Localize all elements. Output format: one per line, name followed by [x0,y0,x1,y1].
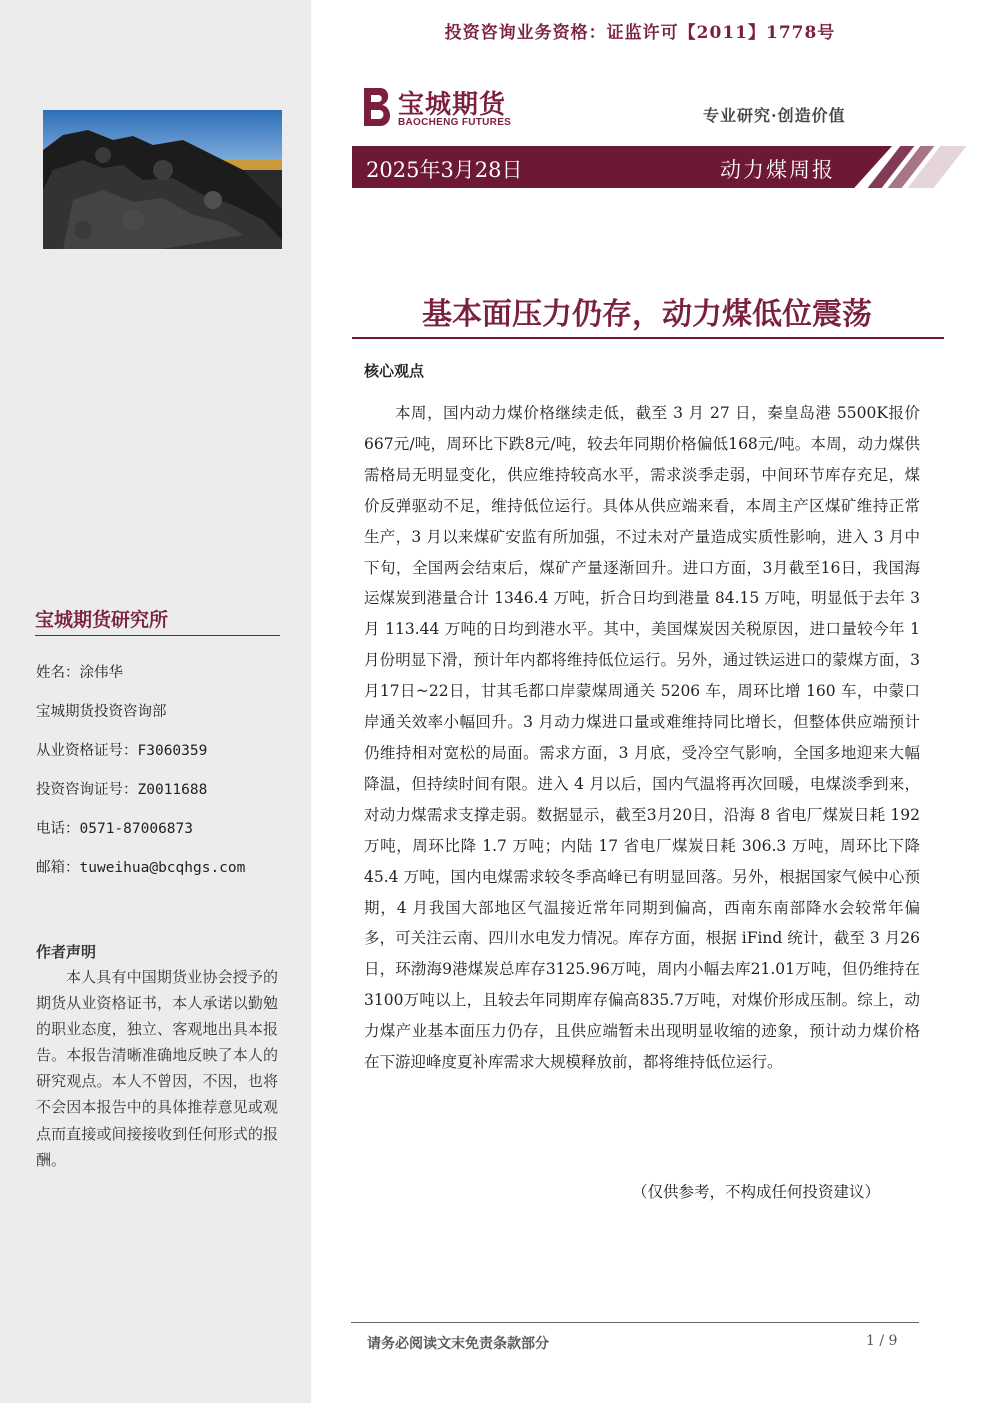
report-banner [352,146,942,188]
analyst-name: 姓名：涂伟华 [36,665,123,681]
logo-mark-icon [358,84,396,130]
statement-title: 作者声明 [36,943,97,961]
report-type: 动力煤周报 [720,158,835,182]
company-logo [358,84,528,132]
report-date: 2025年3月28日 [366,158,523,182]
institute-name: 宝城期货研究所 [35,609,169,631]
qualification-number: 从业资格证号：F3060359 [36,743,208,759]
coal-photo [43,110,282,249]
report-title: 基本面压力仍存，动力煤低位震荡 [422,297,872,332]
slogan: 专业研究·创造价值 [703,106,846,125]
logo-english-name: BAOCHENG FUTURES [398,117,512,128]
page-number: 1 / 9 [866,1333,898,1349]
footer-notice: 请务必阅读文末免责条款部分 [367,1336,549,1352]
advisory-number: 投资咨询证号：Z0011688 [36,782,208,798]
title-divider [352,337,944,339]
investment-note: （仅供参考，不构成任何投资建议） [632,1183,881,1201]
license-text: 投资咨询业务资格：证监许可【2011】1778号 [444,23,836,43]
logo-chinese-name: 宝城期货 [398,90,507,120]
body-paragraph: 本周，国内动力煤价格继续走低，截至 3 月 27 日，秦皇岛港 5500K报价667元/吨，周环比下跌8元/吨，较去年同期价格偏低168元/吨。本周，动力煤供需格局无明显变化，供应维持较高水平，需求淡季走弱，中间环节库存充足，煤价反弹驱动不足，维持低位运行。具体从供应端来看，本周主产区煤矿维持正常生产，3 月以来煤矿安监有所加强，不过未对产量造成实质性影响，进入 3 月中下旬，全国两会结束后，煤矿产量逐渐回升。进口方面，3月截至16日，我国海运煤炭到港量合计 1346.4 万吨，折合日均到港量 84.15 万吨，明显低于去年 3 月 113.44 万吨的日均到港水平。其中，美国煤炭因关税原因，进口量较今年 1 月份明显下滑，预计年内都将维持低位运行。另外，通过铁运进口的蒙煤方面，3月17日~22日，甘其毛都口岸蒙煤周通关 5206 车，周环比增 160 车，中蒙口岸通关效率小幅回升。3 月动力煤进口量或难维持同比增长，但整体供应端预计仍维持相对宽松的局面。需求方面，3 月底，受冷空气影响，全国多地迎来大幅降温，但持续时间有限。进入 4 月以后，国内气温将再次回暖，电煤淡季到来，对动力煤需求支撑走弱。数据显示，截至3月20日，沿海 8 省电厂煤炭日耗 192 万吨，周环比降 1.7 万吨；内陆 17 省电厂煤炭日耗 306.3 万吨，周环比下降 45.4 万吨，国内电煤需求较冬季高峰已有明显回落。另外，根据国家气候中心预期，4 月我国大部地区气温接近常年同期到偏高，西南东南部降水会较常年偏多，可关注云南、四川水电发力情况。库存方面，根据 iFind 统计，截至 3 月26日，环渤海9港煤炭总库存3125.96万吨，周内小幅去库21.01万吨，但仍维持在3100万吨以上，且较去年同期库存偏高835.7万吨，对煤价形成压制。综上，动力煤产业基本面压力仍存，且供应端暂未出现明显收缩的迹象，预计动力煤价格在下游迎峰度夏补库需求大规模释放前，都将维持低位运行。 [364,404,920,1072]
analyst-dept: 宝城期货投资咨询部 [36,704,167,720]
footer-divider [351,1322,919,1323]
analyst-email: 邮箱：tuweihua@bcqhgs.com [36,860,246,876]
section-label: 核心观点 [364,362,425,380]
author-statement: 本人具有中国期货业协会授予的期货从业资格证书，本人承诺以勤勉的职业态度，独立、客观地出具本报告。本报告清晰准确地反映了本人的研究观点。本人不曾因，不因，也将不会因本报告中的具体推荐意见或观点而直接或间接接收到任何形式的报酬。 [36,968,278,1169]
sidebar-divider [35,635,280,636]
analyst-phone: 电话：0571-87006873 [36,821,193,837]
